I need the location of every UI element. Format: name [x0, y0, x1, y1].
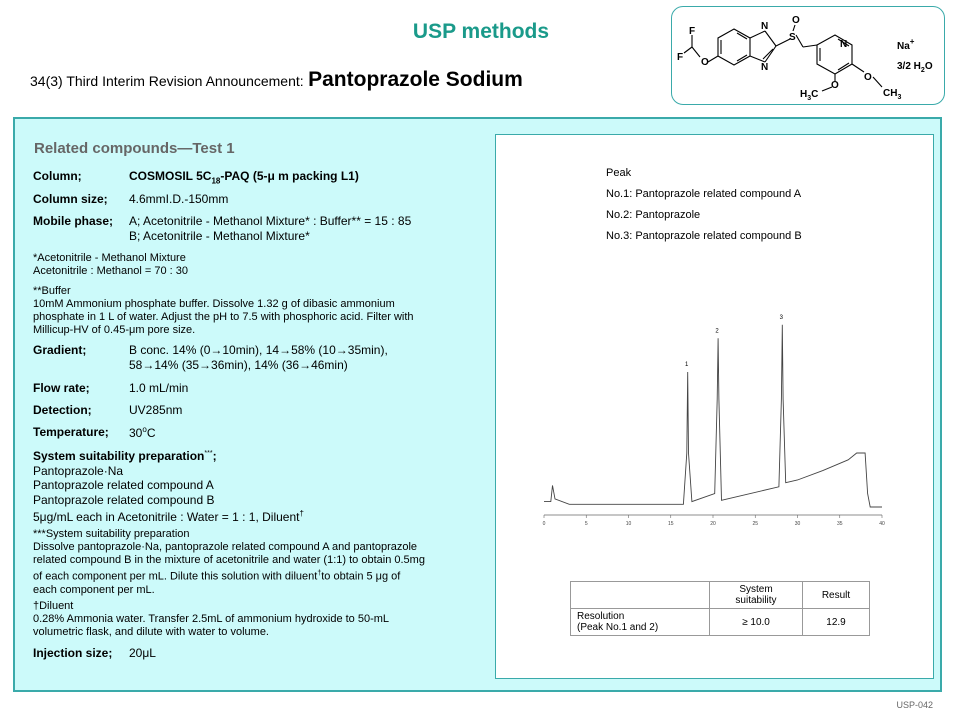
compound-name: Pantoprazole Sodium — [308, 68, 523, 91]
column-size-value: 4.6mmI.D.-150mm — [129, 192, 229, 206]
system-suitability-preparation: System suitability preparation***; Pantoprazole·Na Pantoprazole related compound A Pantoprazole related compound B 5μg/mL each in Acetonitrile : Water = 1 : 1, Diluent† — [33, 449, 304, 524]
x-tick-label: 40 — [879, 521, 885, 527]
x-tick-label: 15 — [667, 521, 674, 527]
x-tick-label: 20 — [710, 521, 716, 527]
table-result-value: 12.9 — [803, 609, 870, 636]
announcement-line — [30, 68, 670, 92]
flow-rate-value: 1.0 mL/min — [129, 381, 189, 395]
footer-code: USP-042 — [896, 700, 933, 710]
x-tick-label: 30 — [794, 521, 801, 527]
peak-legend-item-2: No.2: Pantoprazole — [606, 209, 701, 221]
x-tick-label: 25 — [752, 521, 759, 527]
ssp-note: ***System suitability preparation Dissolve pantoprazole·Na, pantoprazole related compound A and pantoprazole related compound B in the mixture of acetonitrile and water (1:1) to obtain 0.5mg of each component per mL. Dilute this solution with diluent†to obtain 5 μg of each component per mL. — [33, 528, 425, 596]
table-system-value: ≥ 10.0 — [710, 609, 803, 636]
mobile-phase-a: A; Acetonitrile - Methanol Mixture* : Buffer** = 15 : 85 — [129, 214, 412, 228]
mobile-phase-label: Mobile phase; — [33, 214, 114, 228]
acn-note: *Acetonitrile - Methanol Mixture Acetonitrile : Methanol = 70 : 30 — [33, 252, 189, 277]
table-header-row — [571, 582, 870, 609]
chromatogram — [496, 135, 933, 535]
atom-label: O — [701, 57, 709, 68]
atom-label: F — [677, 52, 684, 63]
atom-label: O — [864, 72, 872, 83]
flow-rate-label: Flow rate; — [33, 381, 90, 395]
peak-label-3: 3 — [779, 314, 783, 321]
table-cell-empty — [571, 582, 710, 609]
gradient-label: Gradient; — [33, 343, 87, 357]
methoxy-label: $H_3C$ — [800, 89, 819, 102]
pantoprazole-structure — [672, 7, 944, 104]
temperature-value: 30$^o$C — [129, 425, 156, 440]
column-label: Column; — [33, 169, 82, 183]
table-row-label: Resolution (Peak No.1 and 2) — [571, 609, 710, 636]
section-title: Related compounds—Test 1 — [34, 140, 235, 157]
gradient-line-2: 58→14% (35→36min), 14% (36→46min) — [129, 358, 348, 372]
chromatogram-box — [495, 134, 934, 679]
peak-label-2: 2 — [715, 328, 719, 335]
x-tick-label: 10 — [625, 521, 632, 527]
x-tick-label: 0 — [542, 521, 546, 527]
buffer-note: **Buffer 10mM Ammonium phosphate buffer. Dissolve 1.32 g of dibasic ammonium phosphate in 1 L of water. Adjust the pH to 7.5 with phosphoric acid. Filter with Millicup-HV of 0.45-μm pore size. — [33, 285, 414, 336]
detection-label: Detection; — [33, 403, 92, 417]
page-title: USP methods — [412, 20, 550, 43]
atom-label: F — [689, 26, 696, 37]
diluent-note: †Diluent 0.28% Ammonia water. Transfer 2.5mL of ammonium hydroxide to 50-mL volumetric flask, and dilute with water to volume. — [33, 600, 390, 638]
peak-legend-item-1: No.1: Pantoprazole related compound A — [606, 188, 802, 200]
atom-label: O — [831, 80, 839, 91]
methoxy-label: $CH_3$ — [883, 88, 902, 101]
x-tick-label: 35 — [836, 521, 843, 527]
atom-label: S — [789, 32, 796, 43]
table-header-system: System suitability — [710, 582, 803, 609]
peak-label-1: 1 — [684, 362, 689, 368]
sodium-label: Na+ — [897, 37, 915, 52]
atom-label: N — [761, 21, 769, 32]
table-row — [571, 609, 870, 636]
chemical-structure-box — [671, 6, 945, 105]
chromatogram-trace — [544, 325, 882, 507]
injection-size-value: 20μL — [129, 646, 156, 660]
x-tick-label: 5 — [584, 521, 588, 527]
column-value: COSMOSIL $5C_{18}$-PAQ (5-μ m packing L1) — [129, 169, 359, 186]
method-panel — [13, 117, 942, 692]
column-size-label: Column size; — [33, 192, 108, 206]
temperature-label: Temperature; — [33, 425, 109, 439]
gradient-line-1: B conc. 14% (0→10min), 14→58% (10→35min), — [129, 343, 388, 357]
atom-label: N — [840, 39, 848, 50]
peak-legend-title: Peak — [606, 167, 632, 179]
results-table — [570, 581, 870, 636]
atom-label: N — [761, 62, 769, 73]
announcement-text: 34(3) Third Interim Revision Announcement: — [30, 73, 304, 89]
detection-value: UV285nm — [129, 403, 183, 417]
hydrate-label: 3/2 $H_2O$ — [897, 61, 933, 74]
ssp-label: System suitability preparation***; — [33, 449, 217, 463]
atom-label: O — [792, 15, 800, 26]
peak-legend-item-3: No.3: Pantoprazole related compound B — [606, 230, 802, 242]
mobile-phase-b: B; Acetonitrile - Methanol Mixture* — [129, 229, 310, 243]
table-header-result: Result — [803, 582, 870, 609]
injection-size-label: Injection size; — [33, 646, 113, 660]
